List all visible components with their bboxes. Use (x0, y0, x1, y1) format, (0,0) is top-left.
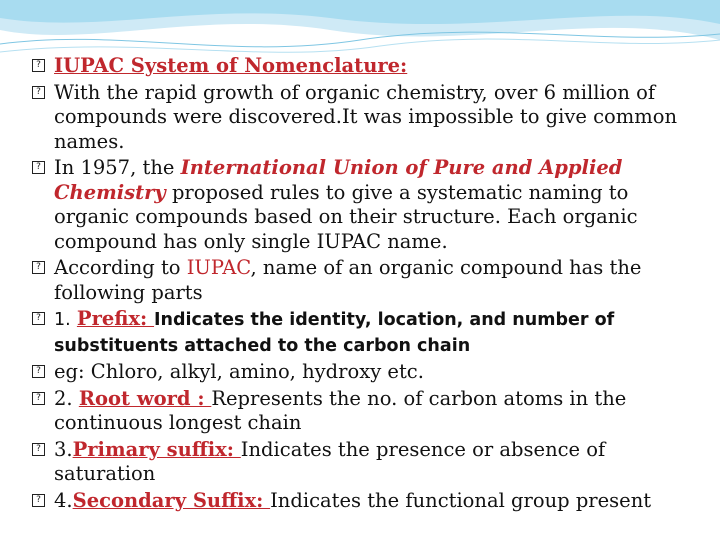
slide-content (32, 54, 682, 515)
item-number: 2. (54, 386, 73, 410)
list-item-primary-suffix (32, 438, 682, 487)
list-item-root-word (32, 387, 682, 436)
list-item-secondary-suffix (32, 489, 682, 514)
paragraph-name-parts (32, 256, 682, 305)
item-term-secondary-suffix: Secondary Suffix: (72, 488, 271, 512)
item-term-root-word: Root word : (78, 386, 212, 410)
paragraph-parts-pre: According to (54, 256, 187, 279)
item-number: 1. (54, 310, 71, 330)
item-number: 4. (54, 488, 73, 512)
paragraph-parts-post: , name of an organic compound has the following parts (54, 256, 642, 304)
missing-glyph-bullet-icon: ? (32, 312, 45, 325)
paragraph-growth (32, 81, 682, 155)
paragraph-growth-text: With the rapid growth of organic chemistry, over 6 million of compounds were discovered.It was impossible to give common names. (54, 80, 678, 153)
heading-line (32, 54, 682, 79)
missing-glyph-bullet-icon: ? (32, 494, 45, 507)
paragraph-iupac-history (32, 156, 682, 254)
item-desc-prefix: Indicates the identity, location, and number of substituents attached to the carbon chain (54, 310, 615, 356)
list-item-prefix (32, 307, 682, 358)
iupac-acronym: IUPAC (186, 256, 251, 279)
item-desc-secondary-suffix: Indicates the functional group present (270, 488, 652, 512)
paragraph-history-post: proposed rules to give a systematic naming to organic compounds based on their structure. Each organic compound has only single IUPAC name. (54, 180, 638, 253)
item-desc-root-word: Represents the no. of carbon atoms in the continuous longest chain (54, 386, 627, 434)
missing-glyph-bullet-icon: ? (32, 365, 45, 378)
missing-glyph-bullet-icon: ? (32, 161, 45, 174)
missing-glyph-bullet-icon: ? (32, 392, 45, 405)
iupac-full-name: International Union of Pure and Applied Chemistry (54, 156, 623, 204)
missing-glyph-bullet-icon: ? (32, 443, 45, 456)
paragraph-history-pre: In 1957, the (54, 156, 181, 179)
list-item-example (32, 360, 682, 385)
example-text: eg: Chloro, alkyl, amino, hydroxy etc. (54, 360, 424, 383)
missing-glyph-bullet-icon: ? (32, 261, 45, 274)
missing-glyph-bullet-icon: ? (32, 59, 45, 72)
item-number: 3. (54, 437, 73, 461)
item-term-primary-suffix: Primary suffix: (72, 437, 241, 461)
item-desc-primary-suffix: Indicates the presence or absence of saturation (54, 437, 606, 485)
item-term-prefix: Prefix: (76, 307, 155, 330)
slide-heading: IUPAC System of Nomenclature: (54, 54, 408, 77)
missing-glyph-bullet-icon: ? (32, 86, 45, 99)
